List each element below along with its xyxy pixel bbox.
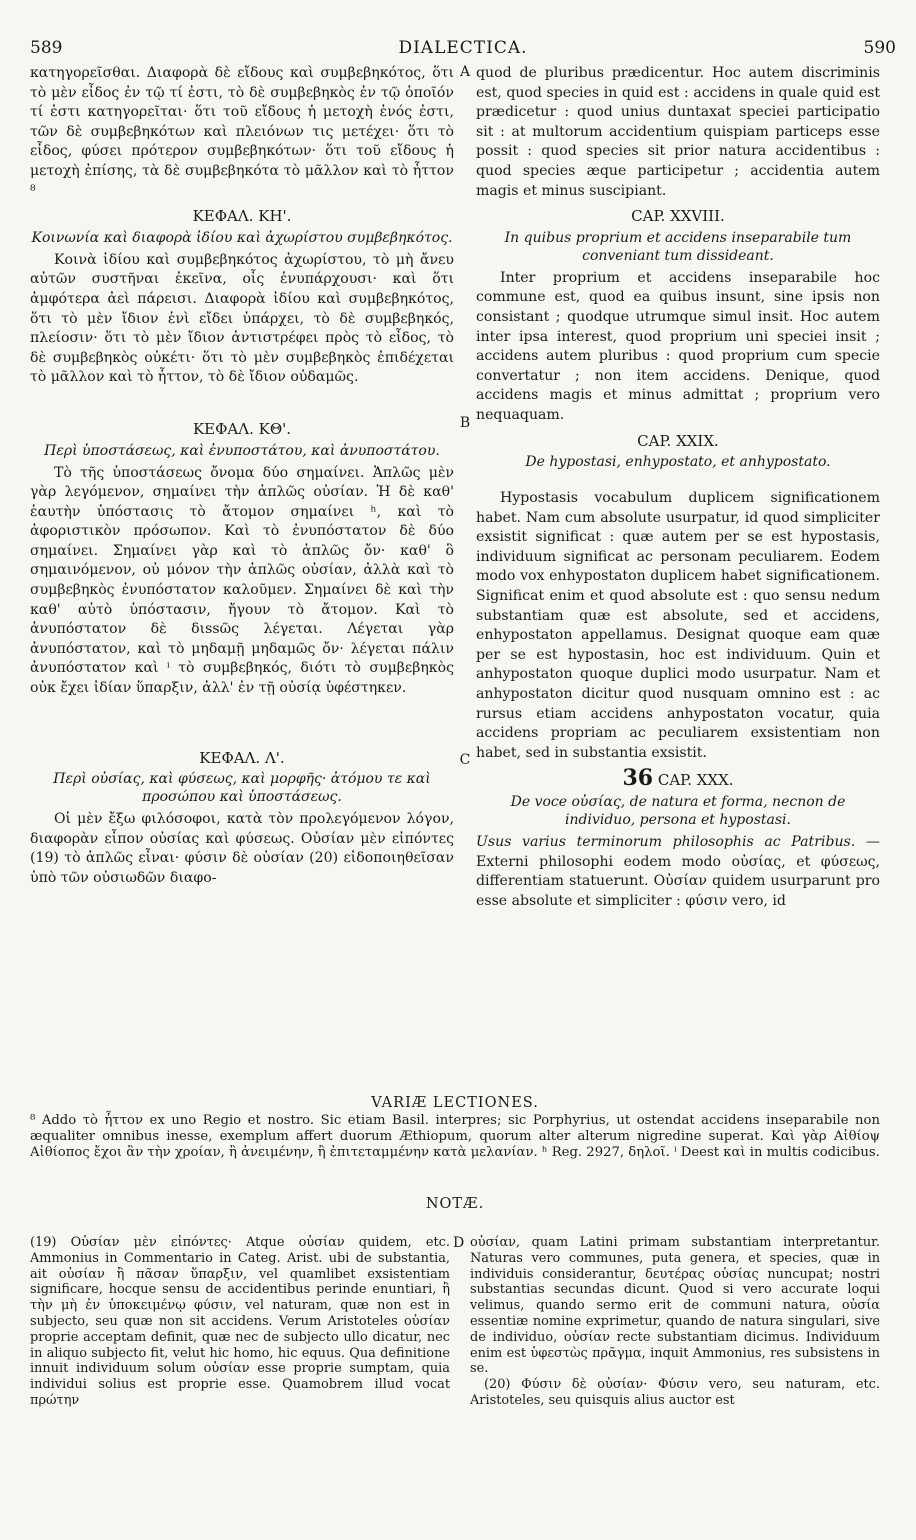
latin-paragraph-4-text: Externi philosophi eodem modo οὐσίας, et φύσεως, differentiam statuerunt. Οὐσίαν quidem usurparunt pro esse absolute et simpliciter : φύσιν vero, id bbox=[476, 853, 880, 909]
variae-lectiones bbox=[30, 1095, 880, 1161]
latin-column bbox=[476, 64, 880, 911]
note-19-continued: οὐσίαν, quam Latini primam substantiam interpretantur. Naturas vero communes, puta genera, et species, quæ in individuis considerantur, δευτέρας οὐσίας nuncupat; nostri substantias secundas dicunt. Quod si vero accurate loqui velimus, quando sermo erit de communi natura, οὐσία essentiæ nomine exprimetur, quando de natura singulari, sive de individuo, οὐσίαν recte substantiam dicimus. Individuum enim est ὑφεστὼς πρᾶγμα, inquit Ammonius, res subsistens in se. bbox=[470, 1235, 880, 1377]
greek-paragraph-2: Κοινὰ ἰδίου καὶ συμβεβηκότος ἀχωρίστου, τὸ μὴ ἄνευ αὐτῶν συστῆναι ἐκεῖνα, οἷς ἐνυπάρχουσι· καὶ ὅτι ἀμφότερα ἀεὶ πάρεισι. Διαφορὰ ἰδίου καὶ συμβεβηκότος, ὅτι τὸ μὲν ἴδιον ἑνὶ εἴδει ὑπάρχει, τὸ δὲ συμβεβηκός, πλείοσιν· ὅτι τὸ μὲν ἴδιον ἀντιστρέφει πρὸς τὸ εἶδος, τὸ δὲ συμβεβηκὸς οὐκέτι· ὅτι τὸ μὲν συμβεβηκὸς ἐπιδέχεται τὸ μᾶλλον καὶ τὸ ἧττον, τὸ δὲ ἴδιον οὐδαμῶς. bbox=[30, 251, 454, 386]
greek-chapter-30-title: Περὶ οὐσίας, καὶ φύσεως, καὶ μορφῆς· ἀτόμου τε καὶ προσώπου καὶ ὑποστάσεως. bbox=[53, 771, 431, 806]
latin-paragraph-2: Inter proprium et accidens inseparabile hoc commune est, quod ea quibus insunt, sine ipsis non consistant ; quodque utrumque simul insit. Hoc autem inter ipsa interest, quod proprium uni speciei insit ; accidens autem pluribus : quod proprium cum specie convertatur ; non item accidens. Denique, quod accidens magis et minus admittat ; proprium vero nequaquam. bbox=[476, 269, 880, 423]
greek-paragraph-1: κατηγορεῖσθαι. Διαφορὰ δὲ εἴδους καὶ συμβεβηκότος, ὅτι τὸ μὲν εἶδος ἐν τῷ τί ἐστι, τὸ δὲ συμβεβηκὸς ἐν τῷ ὁποῖόν τί ἐστι κατηγορεῖται· ὅτι τοῦ εἴδους ἡ μετοχὴ ἑνός ἐστι, τῶν δὲ συμβεβηκότων καὶ πλειόνων τις μετέχει· ὅτι τὸ εἶδος, φύσει πρότερον συμβεβηκότων· ὅτι τοῦ εἴδους ἡ μετοχὴ ἐπίσης, τὰ δὲ συμβεβηκότα τὸ μᾶλλον καὶ τὸ ἧττον ⁸ bbox=[30, 65, 454, 199]
latin-chapter-30-title: De voce οὐσίας, de natura et forma, necnon de individuo, persona et hypostasi. bbox=[510, 794, 846, 828]
greek-paragraph-4: Οἱ μὲν ἔξω φιλόσοφοι, κατὰ τὸν προλεγόμενον λόγον, διαφορὰν εἶπον οὐσίας καὶ φύσεως. Οὐσίαν μὲν εἰπόντες (19) τὸ ἁπλῶς εἶναι· φύσιν δὲ οὐσίαν (20) εἰδοποιηθεῖσαν ὑπὸ τῶν οὐσιωδῶν διαφο- bbox=[30, 811, 454, 886]
greek-chapter-28-title: Κοινωνία καὶ διαφορὰ ἰδίου καὶ ἀχωρίστου συμβεβηκότος. bbox=[31, 229, 453, 246]
variae-lectiones-title: VARIÆ LECTIONES. bbox=[371, 1095, 539, 1111]
latin-chapter-28-heading: CAP. XXVIII. bbox=[631, 207, 725, 226]
latin-chapter-28-title: In quibus proprium et accidens inseparabile tum conveniant tum dissideant. bbox=[504, 229, 852, 264]
latin-paragraph-4-lead: Usus varius terminorum philosophis ac Patribus. — bbox=[476, 834, 880, 850]
running-header bbox=[30, 38, 896, 62]
latin-chapter-30-heading-row bbox=[476, 765, 880, 792]
right-page-number: 590 bbox=[863, 38, 896, 58]
note-20: (20) Φύσιν δὲ οὐσίαν· Φύσιν vero, seu naturam, etc. Aristoteles, seu quisquis alius auctor est bbox=[470, 1377, 880, 1408]
latin-paragraph-1: quod de pluribus prædicentur. Hoc autem discriminis est, quod species in quid est : accidens in quale quid est prædicetur : quod unius duntaxat speciei participatio sit : at multorum accidentium quispiam particeps esse possit : quod species sit prior natura accidentibus : quod species æque participetur ; accidentia autem magis et minus suscipiant. bbox=[476, 65, 880, 199]
margin-marker-c: C bbox=[459, 752, 471, 768]
variae-lectiones-text: ⁸ Addo τὸ ἧττον ex uno Regio et nostro. Sic etiam Basil. interpres; sic Porphyrius, ut ostendat accidens inseparabile non æqualiter omnibus inesse, exemplum affert duorum Æthiopum, quorum alter alterum nigredine superat. Καὶ γὰρ Αἰθίοψ Αἰθίοπος ἔχοι ἂν τὴν χροίαν, ἢ ἀνειμένην, ἢ ἐπιτεταμμένην κατὰ μελανίαν. ʰ Reg. 2927, δηλοῖ. ⁱ Deest καὶ in multis codicibus. bbox=[30, 1113, 880, 1160]
greek-paragraph-3: Τὸ τῆς ὑποστάσεως ὄνομα δύο σημαίνει. Ἁπλῶς μὲν γὰρ λεγόμενον, σημαίνει τὴν ἁπλῶς οὐσίαν. Ἡ δὲ καθ' ἑαυτὴν ὑπόστασις τὸ ἄτομον σημαίνει ʰ, καὶ τὸ ἀφοριστικὸν πρόσωπον. Καὶ τὸ ἐνυπόστατον δὲ δύο σημαίνει. Σημαίνει γὰρ καὶ τὸ ἁπλῶς ὄν· καθ' ὃ σημαινόμενον, οὐ μόνον τὴν ἁπλῶς οὐσίαν, ἀλλὰ καὶ τὸ συμβεβηκὸς ἐνυπόστατον καλοῦμεν. Σημαίνει δὲ καὶ τὴν καθ' αὐτὸ ὑπόστασιν, ἤγουν τὸ ἄτομον. Καὶ τὸ ἀνυπόστατον δὲ διssῶς λέγεται. Λέγεται γὰρ ἀνυπόστατον, καὶ τὸ μηδαμῇ μηδαμῶς ὄν· λέγεται πάλιν ἀνυπόστατον καὶ ⁱ τὸ συμβεβηκός, διότι τὸ συμβεβηκὸς οὐκ ἔχει ἰδίαν ὕπαρξιν, ἀλλ' ἐν τῇ οὐσίᾳ ὑφέστηκεν. bbox=[30, 464, 454, 697]
latin-chapter-30-heading: CAP. XXX. bbox=[657, 771, 734, 790]
margin-marker-b: B bbox=[459, 415, 471, 431]
note-19: (19) Οὐσίαν μὲν εἰπόντες· Atque οὐσίαν quidem, etc. Ammonius in Commentario in Categ. Arist. ubi de substantia, ait οὐσίαν ἢ πᾶσαν ὕπαρξιν, vel quamlibet exsistentiam significare, hocque sensu de accidentibus perinde enuntiari, ἢ τὴν μὴ ἐν ὑποκειμένῳ φύσιν, vel naturam, quæ non est in subjecto, seu quæ non sit accidens. Verum Aristoteles οὐσίαν proprie acceptam definit, quæ nec de subjecto ullo dicatur, nec in aliquo subjecto fit, velut hic homo, hic equus. Qua definitione innuit individuum solum οὐσίαν esse proprie sumptam, quia individui solius est proprie esse. Quamobrem illud vocat πρώτην bbox=[30, 1235, 450, 1408]
latin-paragraph-3: Hypostasis vocabulum duplicem significationem habet. Nam cum absolute usurpatur, id quod simpliciter exsistit significat : quæ autem per se est hypostasis, individuum significat ac personam peculiarem. Eodem modo vox enhypostaton duplicem habet significationem. Significat enim et quod absolute est : quo sensu nedum substantiam quæ est absolute, sed et accidens, enhypostaton appellamus. Designat quoque eam quæ per se est hypostasin, hoc est individuum. Quin et anhypostaton quoque duplici modo usurpatur. Nam et anhypostaton dicitur quod nusquam omnino est : ac rursus etiam accidens anhypostaton vocatur, quia accidens propriam ac peculiarem exsistentiam non habet, sed in substantia exsistit. bbox=[476, 490, 880, 761]
greek-chapter-30-heading: ΚΕΦΑΛ. Λ'. bbox=[199, 748, 285, 767]
latin-chapter-29-title: De hypostasi, enhypostato, et anhypostato. bbox=[525, 454, 831, 471]
latin-chapter-29-heading: CAP. XXIX. bbox=[637, 431, 719, 450]
column-number: 36 bbox=[622, 765, 654, 792]
greek-column bbox=[30, 64, 454, 889]
running-title: DIALECTICA. bbox=[398, 38, 528, 58]
notae-right-column bbox=[470, 1235, 880, 1409]
left-page-number: 589 bbox=[30, 38, 63, 58]
notae-left-column bbox=[30, 1235, 450, 1409]
greek-chapter-28-heading: ΚΕΦΑΛ. ΚΗ'. bbox=[192, 207, 292, 226]
greek-chapter-29-heading: ΚΕΦΑΛ. ΚΘ'. bbox=[192, 419, 292, 438]
latin-paragraph-4 bbox=[476, 833, 880, 911]
notae-heading-block bbox=[30, 1196, 880, 1214]
notae-title: NOTÆ. bbox=[425, 1196, 485, 1212]
margin-marker-d: D bbox=[453, 1235, 465, 1251]
greek-chapter-29-title: Περὶ ὑποστάσεως, καὶ ἐνυποστάτου, καὶ ἀνυποστάτου. bbox=[44, 442, 440, 459]
margin-marker-a: A bbox=[459, 64, 471, 80]
